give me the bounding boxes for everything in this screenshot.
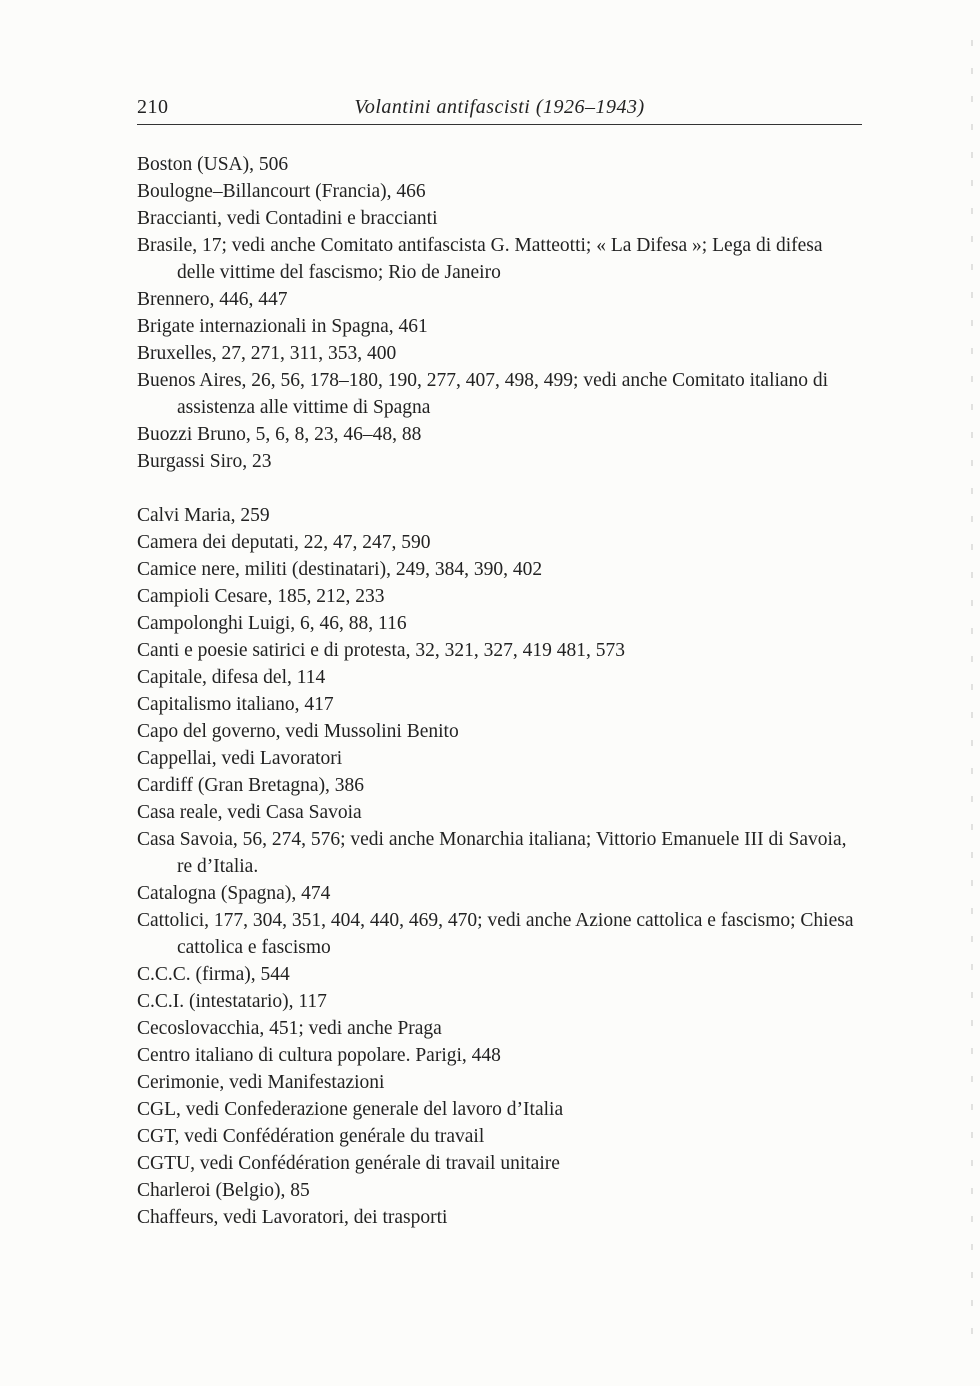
index-entry: Cerimonie, vedi Manifestazioni: [137, 1072, 385, 1093]
index-entry: Braccianti, vedi Contadini e braccianti: [137, 208, 438, 229]
index-entry: Buozzi Bruno, 5, 6, 8, 23, 46–48, 88: [137, 424, 422, 445]
index-group: [137, 151, 865, 475]
index-group: [137, 502, 865, 1231]
index-entry: Cardiff (Gran Bretagna), 386: [137, 775, 365, 796]
index-entry: Brennero, 446, 447: [137, 289, 288, 310]
index-entry: Chaffeurs, vedi Lavoratori, dei trasporti: [137, 1207, 448, 1228]
index-entry: Boulogne–Billancourt (Francia), 466: [137, 181, 426, 202]
index-entry: Centro italiano di cultura popolare. Parigi, 448: [137, 1045, 501, 1066]
index-entry: Catalogna (Spagna), 474: [137, 883, 331, 904]
index-entry: Cappellai, vedi Lavoratori: [137, 748, 343, 769]
index-entry: CGTU, vedi Confédération genérale di travail unitaire: [137, 1153, 560, 1174]
index-entry: Casa Savoia, 56, 274, 576; vedi anche Monarchia italiana; Vittorio Emanuele III di Savoia, re d’Italia.: [137, 829, 847, 877]
index-entry: Capitalismo italiano, 417: [137, 694, 334, 715]
index-entry: Capitale, difesa del, 114: [137, 667, 326, 688]
index-entry: Buenos Aires, 26, 56, 178–180, 190, 277, 407, 498, 499; vedi anche Comitato italiano di assistenza alle vittime di Spagna: [137, 370, 829, 418]
index-entry: Campolonghi Luigi, 6, 46, 88, 116: [137, 613, 407, 634]
index-entry: C.C.I. (intestatario), 117: [137, 991, 327, 1012]
index-entry: Casa reale, vedi Casa Savoia: [137, 802, 362, 823]
scan-edge-artifact: [971, 40, 973, 1340]
index-entry: Capo del governo, vedi Mussolini Benito: [137, 721, 459, 742]
running-title: Volantini antifascisti (1926–1943): [354, 96, 645, 118]
page-header: [137, 96, 862, 125]
index-entry: Boston (USA), 506: [137, 154, 289, 175]
index-entry: Charleroi (Belgio), 85: [137, 1180, 310, 1201]
index-entry: Brasile, 17; vedi anche Comitato antifascista G. Matteotti; « La Difesa »; Lega di difesa delle vittime del fascismo; Rio de Janeiro: [137, 235, 823, 283]
index-entry: CGT, vedi Confédération genérale du travail: [137, 1126, 485, 1147]
index-entry: Brigate internazionali in Spagna, 461: [137, 316, 428, 337]
index-entry: C.C.C. (firma), 544: [137, 964, 290, 985]
index-entry: Burgassi Siro, 23: [137, 451, 272, 472]
index-entry: Camice nere, militi (destinatari), 249, 384, 390, 402: [137, 559, 543, 580]
index-entry: Campioli Cesare, 185, 212, 233: [137, 586, 385, 607]
index-entry: Camera dei deputati, 22, 47, 247, 590: [137, 532, 431, 553]
index-entry: Cattolici, 177, 304, 351, 404, 440, 469, 470; vedi anche Azione cattolica e fascismo; Chiesa cattolica e fascismo: [137, 910, 854, 958]
index-entry: CGL, vedi Confederazione generale del lavoro d’Italia: [137, 1099, 564, 1120]
index-entry: Bruxelles, 27, 271, 311, 353, 400: [137, 343, 397, 364]
index-entry: Canti e poesie satirici e di protesta, 32, 321, 327, 419 481, 573: [137, 640, 625, 661]
index-list: [137, 151, 865, 1231]
index-entry: Calvi Maria, 259: [137, 505, 270, 526]
page-number: 210: [137, 96, 169, 118]
index-entry: Cecoslovacchia, 451; vedi anche Praga: [137, 1018, 442, 1039]
